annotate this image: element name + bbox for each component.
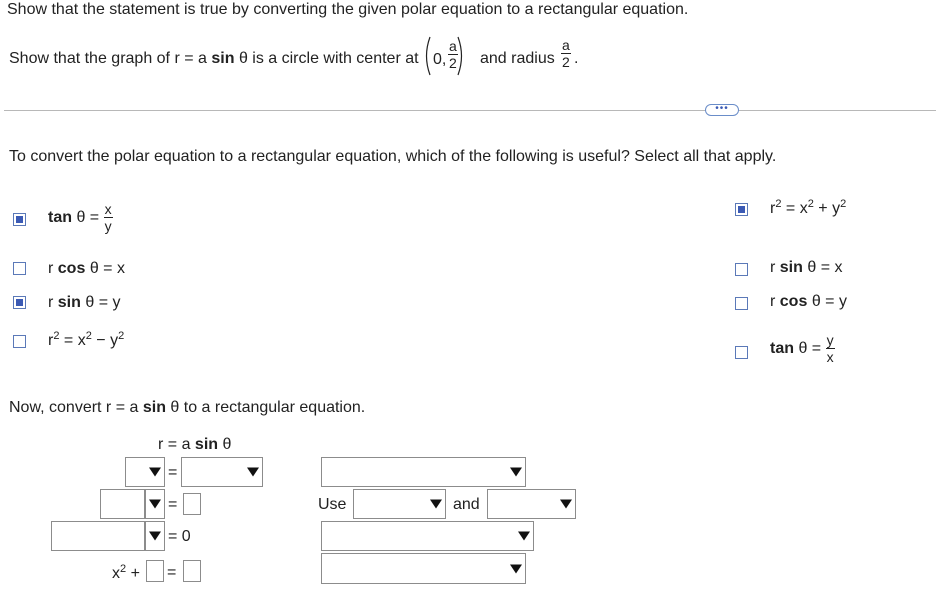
use-dropdown[interactable] bbox=[353, 489, 446, 519]
center-fraction bbox=[448, 39, 458, 70]
radius-label: and radius bbox=[480, 50, 555, 67]
cos-label: cos bbox=[779, 293, 808, 310]
justification-dropdown-4[interactable] bbox=[321, 553, 526, 584]
option-r-sin-eq-x bbox=[770, 260, 843, 276]
r-label: r bbox=[770, 259, 776, 276]
sin-label: sin bbox=[779, 259, 803, 276]
r-label: r bbox=[770, 200, 776, 217]
radius-den: 2 bbox=[562, 54, 570, 70]
radius-period: . bbox=[574, 50, 579, 67]
row2-input[interactable] bbox=[100, 489, 145, 519]
exp-2: 2 bbox=[120, 563, 127, 575]
frac-den: y bbox=[104, 218, 112, 234]
frac-den: x bbox=[826, 349, 834, 365]
theta-eq-x: θ = x bbox=[89, 260, 125, 277]
frac-num: y bbox=[826, 332, 834, 348]
row3-input[interactable] bbox=[51, 521, 145, 551]
row1-equals: = bbox=[168, 464, 178, 481]
theta-eq-x: θ = x bbox=[807, 259, 843, 276]
r-label: r bbox=[48, 260, 54, 277]
problem-prefix: Show that the graph of r = a bbox=[9, 50, 207, 67]
eq-head-theta: θ bbox=[222, 436, 232, 453]
option-r2-eq-x2-plus-y2 bbox=[770, 198, 847, 217]
chevron-down-icon bbox=[247, 468, 259, 477]
problem-statement bbox=[9, 51, 419, 67]
checkbox-r2-eq-x2-minus-y2[interactable] bbox=[13, 335, 26, 348]
justification-dropdown-3[interactable] bbox=[321, 521, 534, 551]
checkbox-r-sin-eq-x[interactable] bbox=[735, 263, 748, 276]
theta-eq: θ = bbox=[76, 208, 100, 226]
center-num: a bbox=[449, 38, 457, 54]
theta-eq-y: θ = y bbox=[811, 293, 847, 310]
checkbox-r-sin-eq-y[interactable] bbox=[13, 296, 26, 309]
row3-dropdown[interactable] bbox=[145, 521, 165, 551]
row1-right-dropdown[interactable] bbox=[181, 457, 263, 487]
eq-head-r: r = a bbox=[158, 436, 191, 453]
row3-equals-zero: = 0 bbox=[168, 528, 191, 545]
question-text: To convert the polar equation to a rectangular equation, which of the following is useful? Select all that apply. bbox=[9, 148, 777, 165]
row4-equals: = bbox=[167, 564, 177, 581]
row2-dropdown[interactable] bbox=[145, 489, 165, 519]
option-r-cos-eq-x bbox=[48, 261, 125, 277]
equation-head bbox=[158, 437, 231, 453]
checkbox-r-cos-eq-y[interactable] bbox=[735, 297, 748, 310]
exp-2: 2 bbox=[840, 198, 847, 210]
tan-label: tan bbox=[770, 339, 794, 357]
chevron-down-icon bbox=[510, 564, 522, 573]
sin-label: sin bbox=[57, 294, 81, 311]
x-label: x bbox=[112, 565, 120, 582]
center-den: 2 bbox=[449, 55, 457, 71]
checkbox-tan-x-over-y[interactable] bbox=[13, 213, 26, 226]
option-r-cos-eq-y bbox=[770, 294, 847, 310]
center-x: 0, bbox=[433, 51, 447, 68]
divider bbox=[4, 110, 936, 111]
tan-label: tan bbox=[48, 208, 72, 226]
exp-2: 2 bbox=[775, 198, 782, 210]
problem-sin: sin bbox=[211, 50, 235, 67]
minus-y: − y bbox=[96, 332, 119, 349]
row4-right-box[interactable] bbox=[183, 560, 201, 582]
chevron-down-icon bbox=[510, 468, 522, 477]
chevron-down-icon bbox=[518, 532, 530, 541]
row2-equals: = bbox=[168, 496, 178, 513]
frac-num: x bbox=[104, 201, 112, 217]
convert-sin: sin bbox=[142, 399, 166, 416]
chevron-down-icon bbox=[149, 532, 161, 541]
checkbox-r-cos-eq-x[interactable] bbox=[13, 262, 26, 275]
row1-left-dropdown[interactable] bbox=[125, 457, 165, 487]
radius-fraction bbox=[561, 38, 571, 69]
and-dropdown[interactable] bbox=[487, 489, 576, 519]
convert-prefix: Now, convert r = a bbox=[9, 399, 139, 416]
option-tan-y-over-x bbox=[770, 333, 835, 364]
convert-prompt bbox=[9, 400, 365, 416]
checkbox-tan-y-over-x[interactable] bbox=[735, 346, 748, 359]
row2-answer-box[interactable] bbox=[183, 493, 201, 515]
r-label: r bbox=[48, 294, 54, 311]
exp-2: 2 bbox=[118, 330, 125, 342]
center-point bbox=[424, 35, 464, 77]
chevron-down-icon bbox=[430, 500, 442, 509]
chevron-down-icon bbox=[560, 500, 572, 509]
r-label: r bbox=[48, 332, 54, 349]
theta-eq: θ = bbox=[798, 339, 822, 357]
chevron-down-icon bbox=[149, 500, 161, 509]
checkbox-r2-eq-x2-plus-y2[interactable] bbox=[735, 203, 748, 216]
instruction-text: Show that the statement is true by converting the given polar equation to a rectangular equation. bbox=[7, 1, 689, 18]
justification-dropdown-1[interactable] bbox=[321, 457, 526, 487]
option-tan-x-over-y bbox=[48, 202, 113, 233]
use-label: Use bbox=[318, 496, 347, 513]
theta-eq-y: θ = y bbox=[85, 294, 121, 311]
cos-label: cos bbox=[57, 260, 86, 277]
radius-num: a bbox=[562, 37, 570, 53]
plus-y: + y bbox=[818, 200, 841, 217]
x2-plus-label bbox=[112, 563, 140, 582]
eq-head-sin: sin bbox=[194, 436, 219, 453]
convert-suffix: θ to a rectangular equation. bbox=[170, 399, 366, 416]
chevron-down-icon bbox=[149, 468, 161, 477]
option-r2-eq-x2-minus-y2 bbox=[48, 330, 125, 349]
row4-left-box[interactable] bbox=[146, 560, 164, 582]
problem-theta: θ is a circle with center at bbox=[238, 50, 419, 67]
eq-x: = x bbox=[785, 200, 808, 217]
and-label: and bbox=[453, 496, 480, 513]
exp-2: 2 bbox=[53, 330, 60, 342]
r-label: r bbox=[770, 293, 776, 310]
plus-sign: + bbox=[130, 565, 140, 582]
more-button[interactable]: ••• bbox=[705, 104, 739, 116]
exp-2: 2 bbox=[85, 330, 92, 342]
exp-2: 2 bbox=[807, 198, 814, 210]
eq-x: = x bbox=[63, 332, 86, 349]
option-r-sin-eq-y bbox=[48, 295, 121, 311]
